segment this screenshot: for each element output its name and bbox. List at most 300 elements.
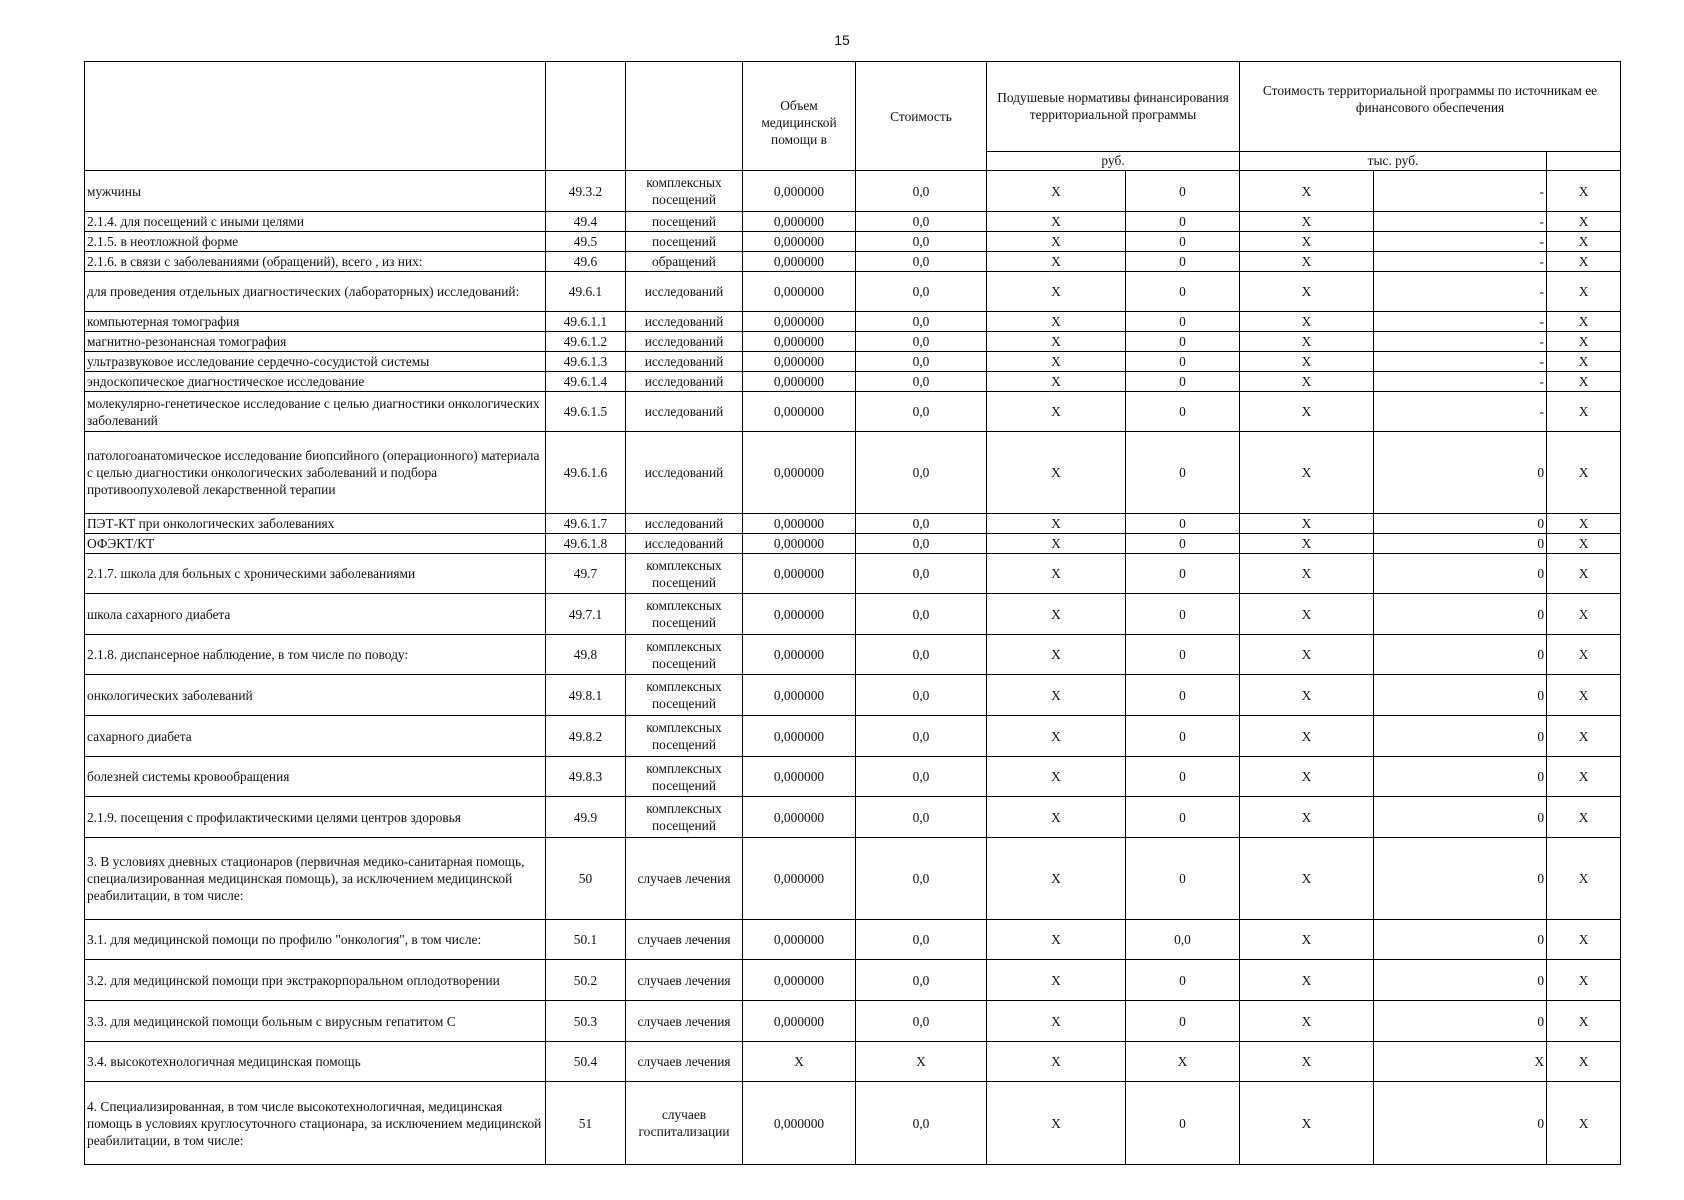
row-code: 49.6.1	[546, 272, 626, 312]
table-row	[85, 1001, 1621, 1042]
row-norm-1: X	[987, 232, 1126, 252]
row-cost: 0,0	[856, 534, 987, 554]
row-program-1: X	[1240, 960, 1374, 1001]
row-norm-2: 0	[1126, 332, 1240, 352]
row-cost: 0,0	[856, 392, 987, 432]
table-row	[85, 534, 1621, 554]
row-cost: 0,0	[856, 432, 987, 514]
row-code: 49.6.1.1	[546, 312, 626, 332]
table-row	[85, 232, 1621, 252]
row-norm-1: X	[987, 332, 1126, 352]
row-cost: 0,0	[856, 372, 987, 392]
row-program-3: X	[1547, 372, 1621, 392]
row-program-3: X	[1547, 838, 1621, 920]
row-unit: комплексных посещений	[626, 594, 743, 635]
table-row	[85, 1042, 1621, 1082]
row-volume: 0,000000	[743, 716, 856, 757]
row-program-2: 0	[1374, 920, 1547, 960]
row-program-1: X	[1240, 757, 1374, 797]
row-norm-2: 0	[1126, 212, 1240, 232]
page-number: 15	[834, 32, 850, 48]
table-row	[85, 212, 1621, 232]
row-norm-2: 0	[1126, 272, 1240, 312]
row-program-2: -	[1374, 272, 1547, 312]
row-norm-1: X	[987, 534, 1126, 554]
row-norm-1: X	[987, 1082, 1126, 1165]
row-program-2: 0	[1374, 1001, 1547, 1042]
row-cost: 0,0	[856, 171, 987, 212]
row-volume: 0,000000	[743, 171, 856, 212]
row-code: 49.7.1	[546, 594, 626, 635]
row-program-1: X	[1240, 232, 1374, 252]
row-norm-1: X	[987, 514, 1126, 534]
row-cost: 0,0	[856, 554, 987, 594]
row-program-2: 0	[1374, 1082, 1547, 1165]
row-volume: 0,000000	[743, 1001, 856, 1042]
row-program-2: 0	[1374, 675, 1547, 716]
row-norm-1: X	[987, 392, 1126, 432]
row-program-2: -	[1374, 332, 1547, 352]
row-volume: 0,000000	[743, 960, 856, 1001]
row-volume: 0,000000	[743, 312, 856, 332]
row-volume: 0,000000	[743, 797, 856, 838]
row-unit: случаев госпитализации	[626, 1082, 743, 1165]
table-row	[85, 797, 1621, 838]
row-cost: 0,0	[856, 757, 987, 797]
row-volume: X	[743, 1042, 856, 1082]
row-cost: 0,0	[856, 675, 987, 716]
row-name: 2.1.6. в связи с заболеваниями (обращений), всего , из них:	[85, 252, 546, 272]
row-norm-2: 0	[1126, 1082, 1240, 1165]
row-name: 2.1.5. в неотложной форме	[85, 232, 546, 252]
row-program-1: X	[1240, 392, 1374, 432]
row-unit: исследований	[626, 272, 743, 312]
row-unit: исследований	[626, 312, 743, 332]
row-norm-1: X	[987, 960, 1126, 1001]
row-norm-1: X	[987, 716, 1126, 757]
row-volume: 0,000000	[743, 594, 856, 635]
row-norm-1: X	[987, 171, 1126, 212]
row-norm-2: 0	[1126, 171, 1240, 212]
row-norm-1: X	[987, 352, 1126, 372]
row-volume: 0,000000	[743, 272, 856, 312]
row-norm-1: X	[987, 1042, 1126, 1082]
table-row	[85, 332, 1621, 352]
row-cost: 0,0	[856, 212, 987, 232]
row-program-1: X	[1240, 171, 1374, 212]
row-unit: комплексных посещений	[626, 757, 743, 797]
row-program-2: -	[1374, 232, 1547, 252]
row-name: болезней системы кровообращения	[85, 757, 546, 797]
row-unit: комплексных посещений	[626, 171, 743, 212]
row-program-3: X	[1547, 252, 1621, 272]
row-norm-2: 0	[1126, 1001, 1240, 1042]
row-norm-2: 0	[1126, 960, 1240, 1001]
row-norm-2: 0	[1126, 716, 1240, 757]
row-volume: 0,000000	[743, 757, 856, 797]
row-code: 50	[546, 838, 626, 920]
row-cost: X	[856, 1042, 987, 1082]
row-cost: 0,0	[856, 920, 987, 960]
row-name: мужчины	[85, 171, 546, 212]
row-norm-1: X	[987, 838, 1126, 920]
row-norm-2: 0	[1126, 514, 1240, 534]
row-code: 49.6	[546, 252, 626, 272]
row-volume: 0,000000	[743, 232, 856, 252]
row-program-2: -	[1374, 212, 1547, 232]
row-program-3: X	[1547, 1042, 1621, 1082]
row-code: 49.6.1.2	[546, 332, 626, 352]
table-body	[85, 171, 1621, 1165]
row-name: патологоанатомическое исследование биопсийного (операционного) материала с целью диагностики онкологических заболеваний и подбора противоопухолевой лекарственной терапии	[85, 432, 546, 514]
table-row	[85, 432, 1621, 514]
row-norm-2: 0	[1126, 432, 1240, 514]
row-program-2: 0	[1374, 534, 1547, 554]
row-name: 2.1.7. школа для больных с хроническими заболеваниями	[85, 554, 546, 594]
table-row	[85, 920, 1621, 960]
table-row	[85, 838, 1621, 920]
row-volume: 0,000000	[743, 432, 856, 514]
row-volume: 0,000000	[743, 514, 856, 534]
row-program-2: 0	[1374, 838, 1547, 920]
table-row	[85, 272, 1621, 312]
row-cost: 0,0	[856, 252, 987, 272]
row-code: 50.3	[546, 1001, 626, 1042]
row-program-3: X	[1547, 716, 1621, 757]
row-name: ОФЭКТ/КТ	[85, 534, 546, 554]
row-program-3: X	[1547, 635, 1621, 675]
row-program-2: 0	[1374, 635, 1547, 675]
row-cost: 0,0	[856, 312, 987, 332]
row-volume: 0,000000	[743, 332, 856, 352]
row-unit: случаев лечения	[626, 1001, 743, 1042]
row-program-3: X	[1547, 554, 1621, 594]
header-volume: Объем медицинской помощи в	[743, 62, 856, 171]
row-program-1: X	[1240, 716, 1374, 757]
row-program-1: X	[1240, 372, 1374, 392]
row-program-1: X	[1240, 920, 1374, 960]
row-unit: исследований	[626, 352, 743, 372]
row-name: 2.1.8. диспансерное наблюдение, в том числе по поводу:	[85, 635, 546, 675]
table-row	[85, 635, 1621, 675]
row-unit: исследований	[626, 534, 743, 554]
header-blank-cell	[1547, 151, 1621, 170]
row-norm-2: 0	[1126, 635, 1240, 675]
row-unit: исследований	[626, 332, 743, 352]
row-program-1: X	[1240, 312, 1374, 332]
row-cost: 0,0	[856, 352, 987, 372]
row-program-3: X	[1547, 352, 1621, 372]
row-cost: 0,0	[856, 635, 987, 675]
row-norm-1: X	[987, 252, 1126, 272]
row-norm-1: X	[987, 594, 1126, 635]
row-unit: посещений	[626, 232, 743, 252]
row-program-3: X	[1547, 432, 1621, 514]
row-name: 3.2. для медицинской помощи при экстракорпоральном оплодотворении	[85, 960, 546, 1001]
row-name: сахарного диабета	[85, 716, 546, 757]
row-program-3: X	[1547, 332, 1621, 352]
row-norm-1: X	[987, 1001, 1126, 1042]
row-cost: 0,0	[856, 594, 987, 635]
row-unit: посещений	[626, 212, 743, 232]
row-cost: 0,0	[856, 232, 987, 252]
header-norms: Подушевые нормативы финансирования территориальной программы	[987, 62, 1240, 152]
row-code: 49.6.1.5	[546, 392, 626, 432]
row-unit: исследований	[626, 372, 743, 392]
row-program-2: -	[1374, 171, 1547, 212]
table-row	[85, 716, 1621, 757]
table-header	[85, 62, 1621, 171]
header-code-cell	[546, 62, 626, 171]
row-program-1: X	[1240, 432, 1374, 514]
row-program-2: 0	[1374, 554, 1547, 594]
row-norm-2: 0	[1126, 838, 1240, 920]
table-row	[85, 171, 1621, 212]
row-code: 49.8.3	[546, 757, 626, 797]
table-row	[85, 392, 1621, 432]
row-norm-1: X	[987, 312, 1126, 332]
row-program-1: X	[1240, 675, 1374, 716]
row-norm-2: 0	[1126, 312, 1240, 332]
row-cost: 0,0	[856, 838, 987, 920]
row-code: 49.6.1.7	[546, 514, 626, 534]
row-program-2: -	[1374, 252, 1547, 272]
row-volume: 0,000000	[743, 1082, 856, 1165]
row-volume: 0,000000	[743, 635, 856, 675]
row-program-2: 0	[1374, 594, 1547, 635]
row-program-2: 0	[1374, 432, 1547, 514]
row-program-1: X	[1240, 514, 1374, 534]
row-program-1: X	[1240, 1001, 1374, 1042]
row-unit: комплексных посещений	[626, 797, 743, 838]
row-program-3: X	[1547, 1001, 1621, 1042]
row-cost: 0,0	[856, 797, 987, 838]
table-row	[85, 352, 1621, 372]
row-name: 2.1.9. посещения с профилактическими целями центров здоровья	[85, 797, 546, 838]
row-unit: исследований	[626, 392, 743, 432]
row-name: 3.4. высокотехнологичная медицинская помощь	[85, 1042, 546, 1082]
row-code: 49.7	[546, 554, 626, 594]
row-norm-2: X	[1126, 1042, 1240, 1082]
row-norm-1: X	[987, 797, 1126, 838]
row-cost: 0,0	[856, 514, 987, 534]
row-volume: 0,000000	[743, 675, 856, 716]
row-program-3: X	[1547, 514, 1621, 534]
row-program-2: 0	[1374, 797, 1547, 838]
row-program-1: X	[1240, 554, 1374, 594]
row-program-3: X	[1547, 594, 1621, 635]
row-code: 49.6.1.8	[546, 534, 626, 554]
row-program-3: X	[1547, 392, 1621, 432]
row-program-1: X	[1240, 838, 1374, 920]
row-unit: случаев лечения	[626, 960, 743, 1001]
row-unit: комплексных посещений	[626, 635, 743, 675]
row-code: 49.8	[546, 635, 626, 675]
row-unit: исследований	[626, 432, 743, 514]
row-cost: 0,0	[856, 716, 987, 757]
row-code: 50.1	[546, 920, 626, 960]
row-norm-1: X	[987, 372, 1126, 392]
row-program-3: X	[1547, 272, 1621, 312]
table-row	[85, 312, 1621, 332]
row-program-3: X	[1547, 171, 1621, 212]
row-name: 3. В условиях дневных стационаров (первичная медико-санитарная помощь, специализированная медицинская помощь), за исключением медицинской реабилитации, в том числе:	[85, 838, 546, 920]
row-unit: комплексных посещений	[626, 554, 743, 594]
row-name: компьютерная томография	[85, 312, 546, 332]
row-unit: комплексных посещений	[626, 675, 743, 716]
row-volume: 0,000000	[743, 534, 856, 554]
row-program-2: -	[1374, 312, 1547, 332]
row-program-1: X	[1240, 1042, 1374, 1082]
table-row	[85, 960, 1621, 1001]
row-code: 49.6.1.4	[546, 372, 626, 392]
row-volume: 0,000000	[743, 838, 856, 920]
header-unit-cell	[626, 62, 743, 171]
table-row	[85, 757, 1621, 797]
row-volume: 0,000000	[743, 392, 856, 432]
row-unit: обращений	[626, 252, 743, 272]
row-code: 50.2	[546, 960, 626, 1001]
row-name: 2.1.4. для посещений с иными целями	[85, 212, 546, 232]
row-code: 49.5	[546, 232, 626, 252]
row-program-1: X	[1240, 635, 1374, 675]
header-cost: Стоимость	[856, 62, 987, 171]
row-volume: 0,000000	[743, 352, 856, 372]
row-norm-2: 0	[1126, 594, 1240, 635]
row-program-1: X	[1240, 212, 1374, 232]
row-program-3: X	[1547, 675, 1621, 716]
row-program-2: 0	[1374, 960, 1547, 1001]
row-name: 3.1. для медицинской помощи по профилю "онкология", в том числе:	[85, 920, 546, 960]
row-cost: 0,0	[856, 1001, 987, 1042]
table-row	[85, 594, 1621, 635]
row-cost: 0,0	[856, 1082, 987, 1165]
row-program-1: X	[1240, 534, 1374, 554]
row-name: для проведения отдельных диагностических (лабораторных) исследований:	[85, 272, 546, 312]
header-program-cost: Стоимость территориальной программы по источникам ее финансового обеспечения	[1240, 62, 1621, 152]
row-code: 49.3.2	[546, 171, 626, 212]
row-norm-2: 0	[1126, 372, 1240, 392]
row-program-1: X	[1240, 1082, 1374, 1165]
row-program-1: X	[1240, 332, 1374, 352]
row-norm-2: 0	[1126, 797, 1240, 838]
row-unit: случаев лечения	[626, 838, 743, 920]
row-unit: случаев лечения	[626, 920, 743, 960]
row-volume: 0,000000	[743, 372, 856, 392]
header-rub: руб.	[987, 151, 1240, 170]
row-norm-1: X	[987, 675, 1126, 716]
table-row	[85, 514, 1621, 534]
row-norm-2: 0	[1126, 757, 1240, 797]
row-norm-1: X	[987, 272, 1126, 312]
row-program-2: -	[1374, 392, 1547, 432]
row-name: молекулярно-генетическое исследование с целью диагностики онкологических заболеваний	[85, 392, 546, 432]
row-volume: 0,000000	[743, 554, 856, 594]
row-name: ПЭТ-КТ при онкологических заболеваниях	[85, 514, 546, 534]
row-program-3: X	[1547, 312, 1621, 332]
row-program-2: 0	[1374, 514, 1547, 534]
row-program-3: X	[1547, 797, 1621, 838]
row-program-2: 0	[1374, 757, 1547, 797]
row-code: 49.6.1.3	[546, 352, 626, 372]
row-name: ультразвуковое исследование сердечно-сосудистой системы	[85, 352, 546, 372]
row-program-2: X	[1374, 1042, 1547, 1082]
row-name: 4. Специализированная, в том числе высокотехнологичная, медицинская помощь в условиях круглосуточного стационара, за исключением медицинской реабилитации, в том числе:	[85, 1082, 546, 1165]
table-row	[85, 554, 1621, 594]
row-name: школа сахарного диабета	[85, 594, 546, 635]
row-program-3: X	[1547, 1082, 1621, 1165]
row-program-1: X	[1240, 272, 1374, 312]
row-cost: 0,0	[856, 332, 987, 352]
row-code: 51	[546, 1082, 626, 1165]
row-program-1: X	[1240, 252, 1374, 272]
row-norm-2: 0,0	[1126, 920, 1240, 960]
row-code: 49.8.1	[546, 675, 626, 716]
row-unit: комплексных посещений	[626, 716, 743, 757]
row-norm-1: X	[987, 920, 1126, 960]
header-thous-rub: тыс. руб.	[1240, 151, 1547, 170]
row-program-1: X	[1240, 797, 1374, 838]
row-program-3: X	[1547, 232, 1621, 252]
row-norm-1: X	[987, 212, 1126, 232]
table-row	[85, 252, 1621, 272]
table-row	[85, 372, 1621, 392]
row-code: 49.9	[546, 797, 626, 838]
row-norm-2: 0	[1126, 352, 1240, 372]
row-name: эндоскопическое диагностическое исследование	[85, 372, 546, 392]
row-volume: 0,000000	[743, 252, 856, 272]
row-code: 49.6.1.6	[546, 432, 626, 514]
row-name: онкологических заболеваний	[85, 675, 546, 716]
row-program-3: X	[1547, 920, 1621, 960]
row-program-3: X	[1547, 757, 1621, 797]
row-norm-1: X	[987, 432, 1126, 514]
row-program-2: -	[1374, 352, 1547, 372]
row-norm-2: 0	[1126, 554, 1240, 594]
row-unit: исследований	[626, 514, 743, 534]
row-name: магнитно-резонансная томография	[85, 332, 546, 352]
row-program-3: X	[1547, 212, 1621, 232]
row-program-3: X	[1547, 960, 1621, 1001]
row-volume: 0,000000	[743, 212, 856, 232]
row-norm-2: 0	[1126, 252, 1240, 272]
row-cost: 0,0	[856, 960, 987, 1001]
row-code: 49.8.2	[546, 716, 626, 757]
row-program-1: X	[1240, 352, 1374, 372]
table-row	[85, 675, 1621, 716]
row-name: 3.3. для медицинской помощи больным с вирусным гепатитом С	[85, 1001, 546, 1042]
row-program-2: 0	[1374, 716, 1547, 757]
row-program-3: X	[1547, 534, 1621, 554]
row-norm-1: X	[987, 635, 1126, 675]
row-program-2: -	[1374, 372, 1547, 392]
row-code: 50.4	[546, 1042, 626, 1082]
financing-table	[84, 61, 1621, 1165]
row-norm-2: 0	[1126, 232, 1240, 252]
row-norm-2: 0	[1126, 534, 1240, 554]
header-name-cell	[85, 62, 546, 171]
row-cost: 0,0	[856, 272, 987, 312]
row-norm-2: 0	[1126, 675, 1240, 716]
row-unit: случаев лечения	[626, 1042, 743, 1082]
table-row	[85, 1082, 1621, 1165]
row-norm-1: X	[987, 757, 1126, 797]
row-program-1: X	[1240, 594, 1374, 635]
row-norm-2: 0	[1126, 392, 1240, 432]
row-norm-1: X	[987, 554, 1126, 594]
row-code: 49.4	[546, 212, 626, 232]
row-volume: 0,000000	[743, 920, 856, 960]
